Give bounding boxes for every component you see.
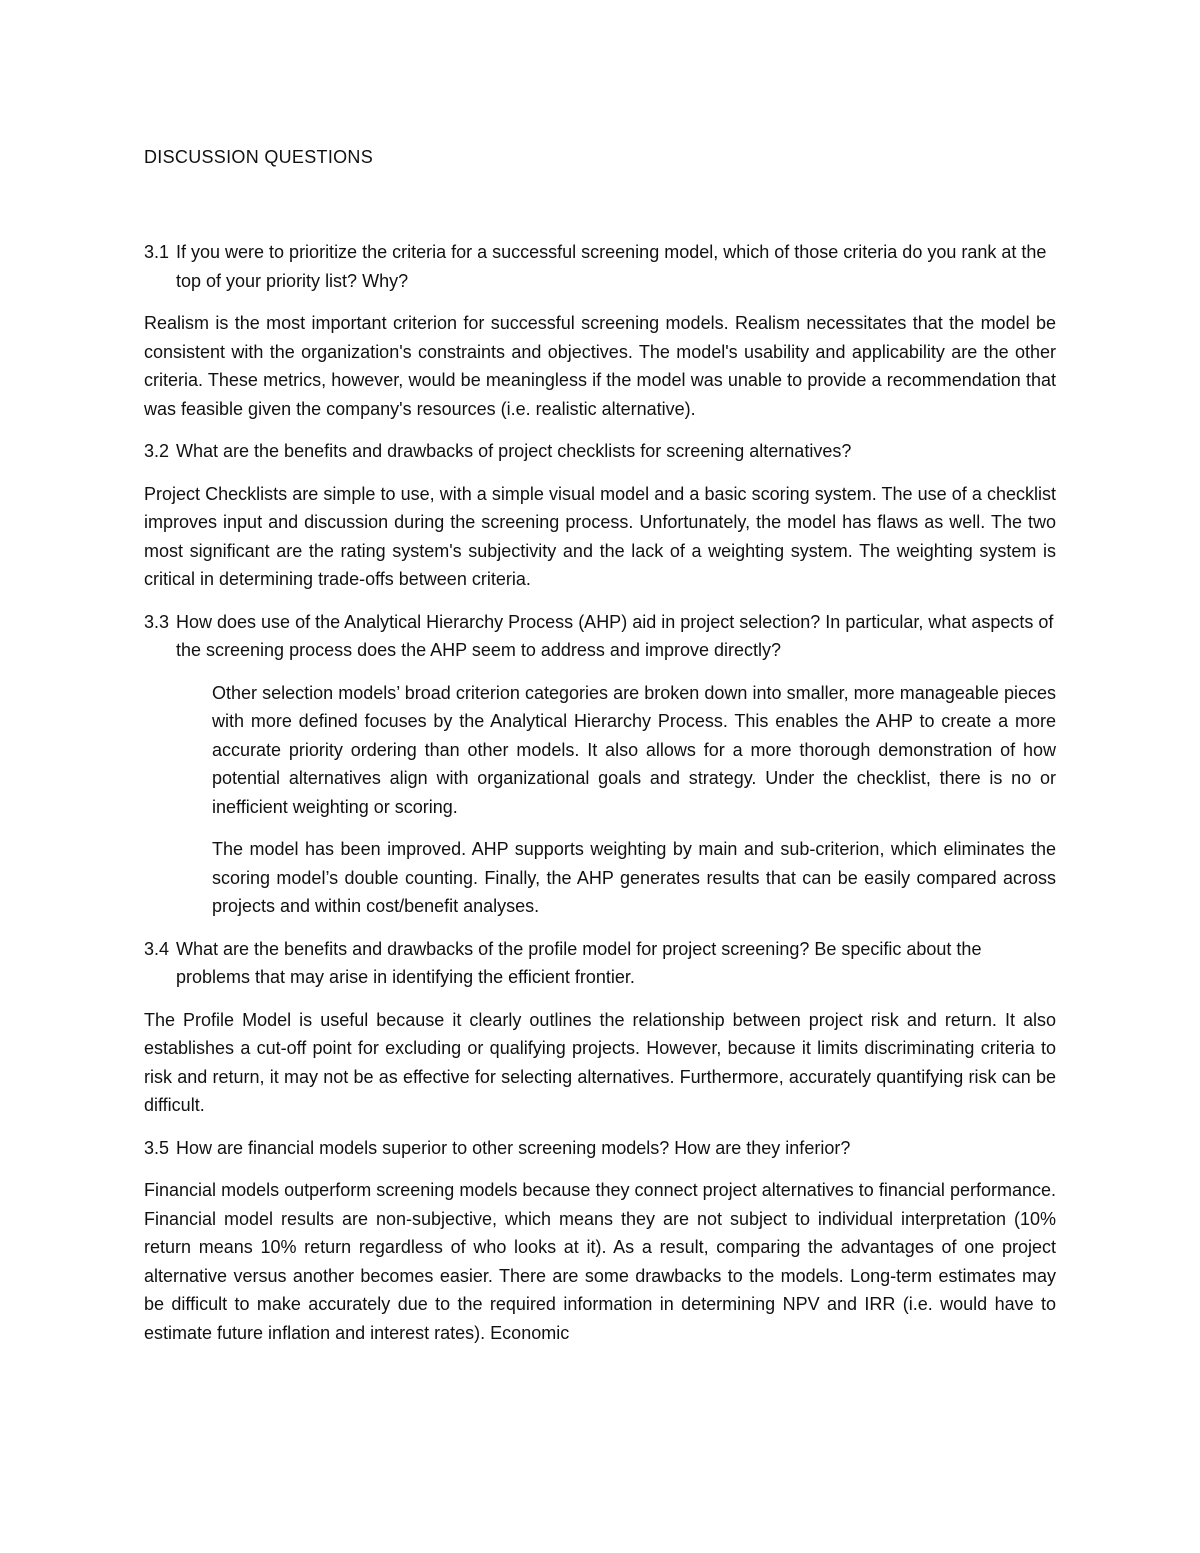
- answer-3-1: Realism is the most important criterion for successful screening models. Realism necessitates that the model be consistent with the organization's constraints and objectives. The model's usability and applicability are the other criteria. These metrics, however, would be meaningless if the model was unable to provide a recommendation that was feasible given the company's resources (i.e. realistic alternative).: [144, 313, 1056, 419]
- answer-3-4: The Profile Model is useful because it clearly outlines the relationship between project risk and return. It also establishes a cut-off point for excluding or qualifying projects. However, because it limits discriminating criteria to risk and return, it may not be as effective for selecting alternatives. Furthermore, accurately quantifying risk can be difficult.: [144, 1009, 1056, 1115]
- question-text: How does use of the Analytical Hierarchy Process (AHP) aid in project selection? In particular, what aspects of the screening process does the AHP seem to address and improve directly?: [176, 611, 1054, 660]
- answer-3-5: Financial models outperform screening models because they connect project alternatives to financial performance. Financial model results are non-subjective, which means they are not subject to individual interpretation (10% return means 10% return regardless of who looks at it). As a result, comparing the advantages of one project alternative versus another becomes easier. There are some drawbacks to the models. Long-term estimates may be difficult to make accurately due to the required information in determining NPV and IRR (i.e. would have to estimate future inflation and interest rates). Economic: [144, 1180, 1056, 1343]
- question-3-5: [144, 1134, 1056, 1163]
- question-3-3: [144, 608, 1056, 665]
- question-3-2: [144, 437, 1056, 466]
- question-3-1: [144, 238, 1056, 295]
- question-text: What are the benefits and drawbacks of project checklists for screening alternatives?: [176, 441, 852, 461]
- answer-3-3-paragraph-1: Other selection models’ broad criterion categories are broken down into smaller, more manageable pieces with more defined focuses by the Analytical Hierarchy Process. This enables the AHP to create a more accurate priority ordering than other models. It also allows for a more thorough demonstration of how potential alternatives align with organizational goals and strategy. Under the checklist, there is no or inefficient weighting or scoring.: [212, 682, 1056, 817]
- question-text: If you were to prioritize the criteria for a successful screening model, which of those criteria do you rank at the top of your priority list? Why?: [176, 242, 1047, 291]
- question-text: What are the benefits and drawbacks of the profile model for project screening? Be specific about the problems that may arise in identifying the efficient frontier.: [176, 938, 982, 987]
- answer-3-3-paragraph-2: The model has been improved. AHP supports weighting by main and sub-criterion, which eliminates the scoring model’s double counting. Finally, the AHP generates results that can be easily compared across projects and within cost/benefit analyses.: [212, 839, 1056, 916]
- answer-3-2: Project Checklists are simple to use, with a simple visual model and a basic scoring system. The use of a checklist improves input and discussion during the screening process. Unfortunately, the model has flaws as well. The two most significant are the rating system's subjectivity and the lack of a weighting system. The weighting system is critical in determining trade-offs between criteria.: [144, 483, 1056, 589]
- question-number: 3.3: [144, 611, 170, 632]
- question-3-4: [144, 935, 1056, 992]
- question-number: 3.4: [144, 938, 170, 959]
- page-heading: DISCUSSION QUESTIONS: [144, 147, 374, 167]
- question-number: 3.5: [144, 1137, 170, 1158]
- question-text: How are financial models superior to other screening models? How are they inferior?: [176, 1137, 851, 1158]
- question-number: 3.2: [144, 441, 170, 461]
- question-number: 3.1: [144, 242, 170, 262]
